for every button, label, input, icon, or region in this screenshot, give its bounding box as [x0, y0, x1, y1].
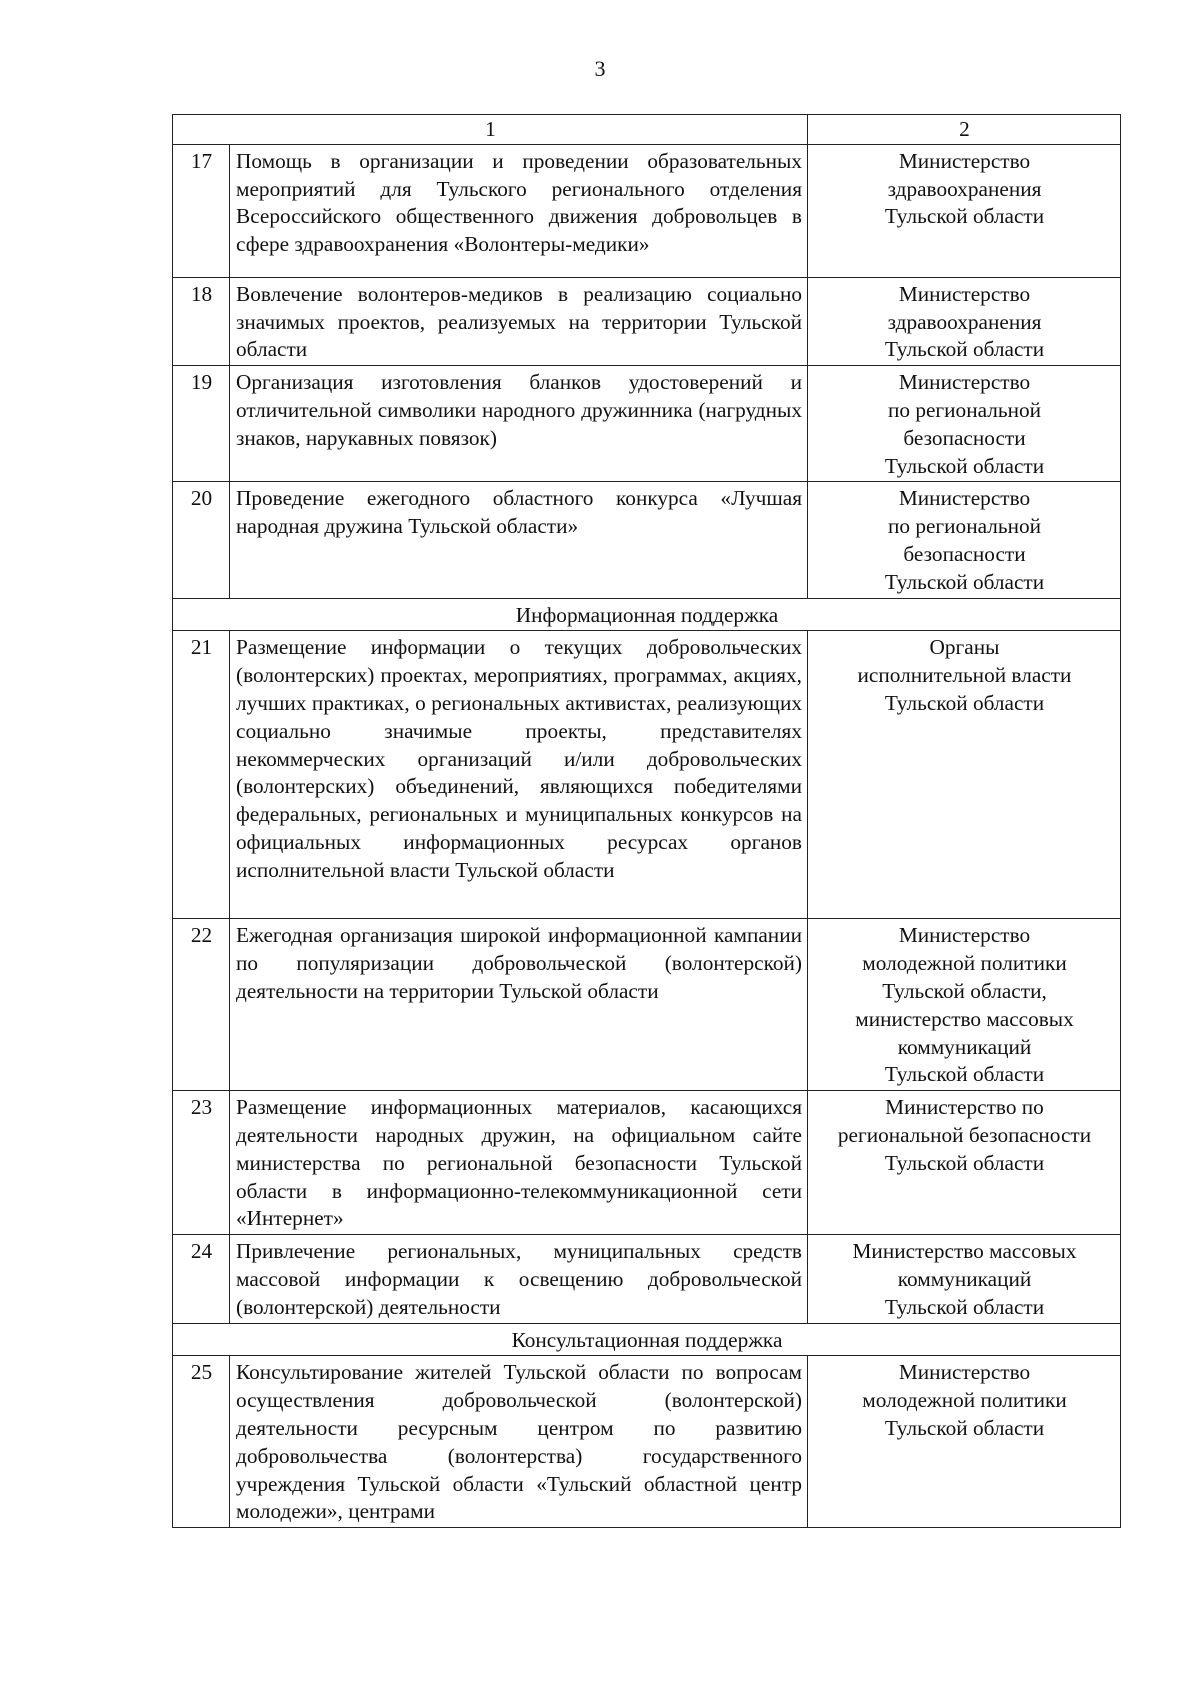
- row-number: 23: [173, 1091, 230, 1235]
- row-number: 21: [173, 631, 230, 919]
- table-row: [173, 631, 1121, 919]
- measures-table: [172, 114, 1121, 1528]
- table-row: [173, 482, 1121, 598]
- row-number: 18: [173, 277, 230, 365]
- responsible-executor: Органы исполнительной власти Тульской области: [808, 631, 1121, 919]
- table-row: [173, 1091, 1121, 1235]
- responsible-executor: Министерство массовых коммуникаций Тульской области: [808, 1235, 1121, 1323]
- row-number: 24: [173, 1235, 230, 1323]
- table-row: [173, 919, 1121, 1091]
- measure-description: Размещение информации о текущих добровольческих (волонтерских) проектах, мероприятиях, программах, акциях, лучших практиках, о региональных активистах, реализующих социально значимые проекты, представителях некоммерческих организаций и/или добровольческих (волонтерских) объединений, являющихся победителями федеральных, региональных и муниципальных конкурсов на официальных информационных ресурсах органов исполнительной власти Тульской области: [230, 631, 808, 919]
- responsible-executor: Министерство здравоохранения Тульской области: [808, 144, 1121, 277]
- measure-description: Консультирование жителей Тульской области по вопросам осуществления добровольческой (волонтерской) деятельности ресурсным центром по развитию добровольчества (волонтерства) государственного учреждения Тульской области «Тульский областной центр молодежи», центрами: [230, 1356, 808, 1528]
- table-row: [173, 1235, 1121, 1323]
- measure-description: Проведение ежегодного областного конкурса «Лучшая народная дружина Тульской области»: [230, 482, 808, 598]
- page-number: 3: [594, 56, 606, 81]
- measure-description: Размещение информационных материалов, касающихся деятельности народных дружин, на официальном сайте министерства по региональной безопасности Тульской области в информационно-телекоммуникационной сети «Интернет»: [230, 1091, 808, 1235]
- table-row: [173, 1356, 1121, 1528]
- table-header-row: [173, 115, 1121, 145]
- row-number: 17: [173, 144, 230, 277]
- table-row: [173, 277, 1121, 365]
- responsible-executor: Министерство молодежной политики Тульской области: [808, 1356, 1121, 1528]
- row-number: 19: [173, 366, 230, 482]
- section-title: Информационная поддержка: [173, 598, 1121, 631]
- section-row: [173, 598, 1121, 631]
- section-title: Консультационная поддержка: [173, 1323, 1121, 1356]
- measure-description: Ежегодная организация широкой информационной кампании по популяризации добровольческой (волонтерской) деятельности на территории Тульской области: [230, 919, 808, 1091]
- table-row: [173, 144, 1121, 277]
- responsible-executor: Министерство по региональной безопасности Тульской области: [808, 366, 1121, 482]
- table-body: [173, 115, 1121, 1528]
- responsible-executor: Министерство здравоохранения Тульской области: [808, 277, 1121, 365]
- measure-description: Помощь в организации и проведении образовательных мероприятий для Тульского регионального отделения Всероссийского общественного движения добровольцев в сфере здравоохранения «Волонтеры-медики»: [230, 144, 808, 277]
- section-row: [173, 1323, 1121, 1356]
- header-col-2: 2: [808, 115, 1121, 145]
- measure-description: Вовлечение волонтеров-медиков в реализацию социально значимых проектов, реализуемых на территории Тульской области: [230, 277, 808, 365]
- table-row: [173, 366, 1121, 482]
- header-col-1: 1: [173, 115, 808, 145]
- responsible-executor: Министерство по региональной безопасности Тульской области: [808, 482, 1121, 598]
- row-number: 25: [173, 1356, 230, 1528]
- responsible-executor: Министерство молодежной политики Тульской области, министерство массовых коммуникаций Тульской области: [808, 919, 1121, 1091]
- measure-description: Организация изготовления бланков удостоверений и отличительной символики народного дружинника (нагрудных знаков, нарукавных повязок): [230, 366, 808, 482]
- responsible-executor: Министерство по региональной безопасности Тульской области: [808, 1091, 1121, 1235]
- row-number: 20: [173, 482, 230, 598]
- row-number: 22: [173, 919, 230, 1091]
- measure-description: Привлечение региональных, муниципальных средств массовой информации к освещению добровольческой (волонтерской) деятельности: [230, 1235, 808, 1323]
